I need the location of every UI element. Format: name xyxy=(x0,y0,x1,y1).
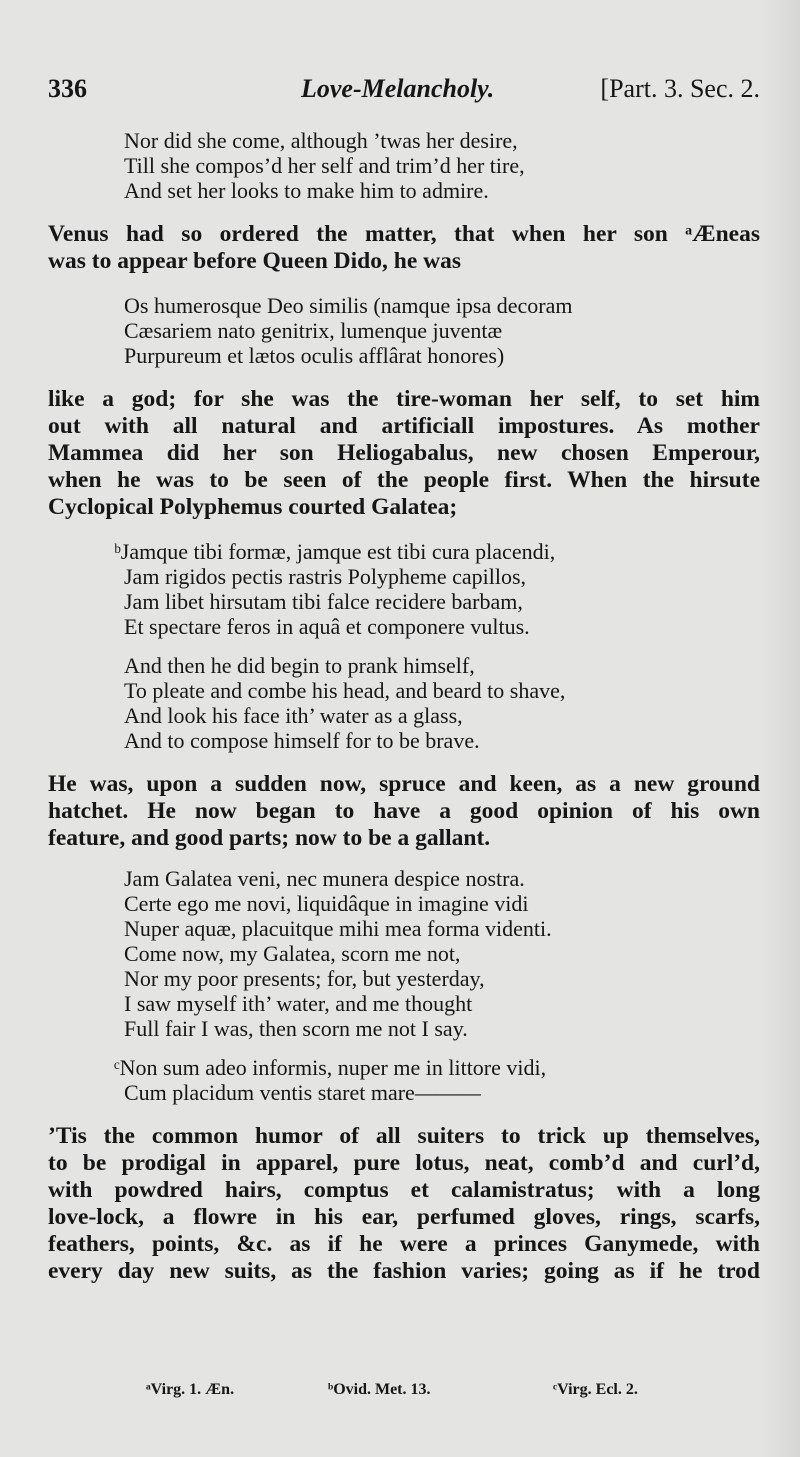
page-number: 336 xyxy=(48,74,87,103)
verse-line: Nor did she come, although ’twas her desire, xyxy=(124,128,518,153)
prose-line: like a god; for she was the tire-woman her self, to set him xyxy=(48,386,760,412)
verse-block xyxy=(48,866,760,1041)
prose-line: hatchet. He now began to have a good opinion of his own xyxy=(48,798,760,824)
verse-line: Jam libet hirsutam tibi falce recidere barbam, xyxy=(124,589,523,614)
prose-paragraph xyxy=(48,1123,760,1285)
verse-line: And then he did begin to prank himself, xyxy=(124,653,475,678)
prose-line: love-lock, a flowre in his ear, perfumed gloves, rings, scarfs, xyxy=(48,1204,760,1230)
prose-line: to be prodigal in apparel, pure lotus, neat, comb’d and curl’d, xyxy=(48,1150,760,1176)
verse-line: Os humerosque Deo similis (namque ipsa decoram xyxy=(124,293,573,318)
verse-line: Jam Galatea veni, nec munera despice nostra. xyxy=(124,866,525,891)
verse-line: ᵇJamque tibi formæ, jamque est tibi cura placendi, xyxy=(114,539,556,564)
footnotes xyxy=(48,1381,760,1405)
page-edge-shadow xyxy=(760,0,800,1457)
prose-line: when he was to be seen of the people first. When the hirsute xyxy=(48,467,760,493)
verse-line: And to compose himself for to be brave. xyxy=(124,728,480,753)
verse-line: ᶜNon sum adeo informis, nuper me in littore vidi, xyxy=(114,1055,547,1080)
prose-line: out with all natural and artificiall impostures. As mother xyxy=(48,413,760,439)
verse-block xyxy=(48,1055,760,1105)
running-header xyxy=(48,74,760,114)
section-reference: [Part. 3. Sec. 2. xyxy=(600,74,760,103)
footnote-a: ᵃVirg. 1. Æn. xyxy=(146,1381,235,1398)
prose-paragraph xyxy=(48,221,760,275)
verse-line: Come now, my Galatea, scorn me not, xyxy=(124,941,461,966)
prose-line: Cyclopical Polyphemus courted Galatea; xyxy=(48,494,458,520)
verse-line: And set her looks to make him to admire. xyxy=(124,178,489,203)
verse-line: Et spectare feros in aquâ et componere vultus. xyxy=(124,614,530,639)
verse-line: Nuper aquæ, placuitque mihi mea forma videnti. xyxy=(124,916,552,941)
prose-line: every day new suits, as the fashion varies; going as if he trod xyxy=(48,1258,760,1284)
verse-line: Cum placidum ventis staret mare——— xyxy=(124,1080,481,1105)
verse-line: Jam rigidos pectis rastris Polypheme capillos, xyxy=(124,564,527,589)
prose-line: He was, upon a sudden now, spruce and keen, as a new ground xyxy=(48,771,760,797)
verse-line: And look his face ith’ water as a glass, xyxy=(124,703,463,728)
verse-block xyxy=(48,539,760,639)
footnote-c: ᶜVirg. Ecl. 2. xyxy=(553,1381,638,1398)
verse-block xyxy=(48,653,760,753)
verse-line: Till she compos’d her self and trim’d her tire, xyxy=(124,153,525,178)
verse-block xyxy=(48,293,760,368)
verse-line: Purpureum et lætos oculis afflârat honores) xyxy=(124,343,505,368)
body-text xyxy=(48,128,760,1285)
verse-line: Full fair I was, then scorn me not I say. xyxy=(124,1016,468,1041)
prose-line: was to appear before Queen Dido, he was xyxy=(48,248,461,274)
verse-line: Certe ego me novi, liquidâque in imagine vidi xyxy=(124,891,529,916)
prose-paragraph xyxy=(48,771,760,852)
running-title: Love-Melancholy. xyxy=(301,74,495,103)
prose-line: feathers, points, &c. as if he were a princes Ganymede, with xyxy=(48,1231,760,1257)
verse-line: Cæsariem nato genitrix, lumenque juventæ xyxy=(124,318,503,343)
verse-line: I saw myself ith’ water, and me thought xyxy=(124,991,473,1016)
prose-line: ’Tis the common humor of all suiters to trick up themselves, xyxy=(48,1123,760,1149)
prose-line: feature, and good parts; now to be a gallant. xyxy=(48,825,491,851)
prose-line: Venus had so ordered the matter, that when her son ᵃÆneas xyxy=(48,221,760,247)
verse-block xyxy=(48,128,760,203)
verse-line: To pleate and combe his head, and beard to shave, xyxy=(124,678,566,703)
footnote-b: ᵇOvid. Met. 13. xyxy=(328,1381,431,1398)
verse-line: Nor my poor presents; for, but yesterday, xyxy=(124,966,485,991)
prose-paragraph xyxy=(48,386,760,521)
prose-line: with powdred hairs, comptus et calamistratus; with a long xyxy=(48,1177,760,1203)
prose-line: Mammea did her son Heliogabalus, new chosen Emperour, xyxy=(48,440,760,466)
